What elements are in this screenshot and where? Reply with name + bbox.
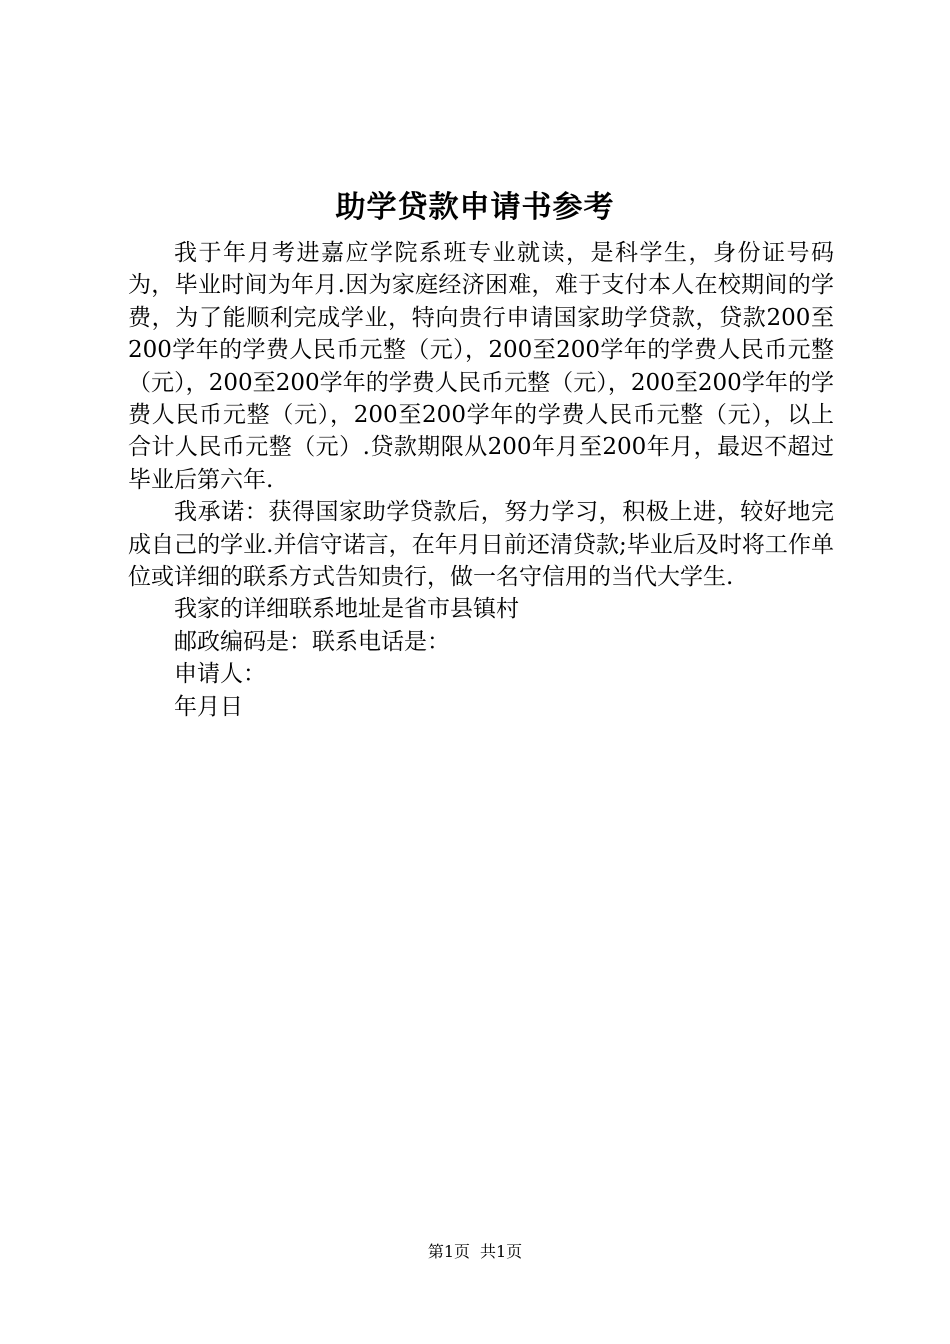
page-footer: [0, 1240, 950, 1264]
paragraph-application: 我于年月考进嘉应学院系班专业就读，是科学生，身份证号码为，毕业时间为年月.因为家庭经济困难，难于支付本人在校期间的学费，为了能顺利完成学业，特向贵行申请国家助学贷款，贷款200至200学年的学费人民币元整（元），200至200学年的学费人民币元整（元），200至200学年的学费人民币元整（元），200至200学年的学费人民币元整（元），200至200学年的学费人民币元整（元），以上合计人民币元整（元）.贷款期限从200年月至200年月，最迟不超过毕业后第六年.: [128, 240, 834, 493]
paragraph-promise: 我承诺：获得国家助学贷款后，努力学习，积极上进，较好地完成自己的学业.并信守诺言，在年月日前还清贷款;毕业后及时将工作单位或详细的联系方式告知贵行，做一名守信用的当代大学生.: [128, 499, 834, 591]
applicant-line: 申请人：: [174, 661, 266, 688]
page-number: 第1页: [427, 1242, 470, 1261]
postal-phone-line: 邮政编码是：联系电话是：: [174, 628, 450, 655]
address-line: 我家的详细联系地址是省市县镇村: [174, 596, 519, 623]
document-title: 助学贷款申请书参考: [335, 190, 615, 225]
date-line: 年月日: [174, 693, 243, 720]
page-total: 共1页: [480, 1242, 523, 1261]
document-body: [128, 237, 834, 723]
